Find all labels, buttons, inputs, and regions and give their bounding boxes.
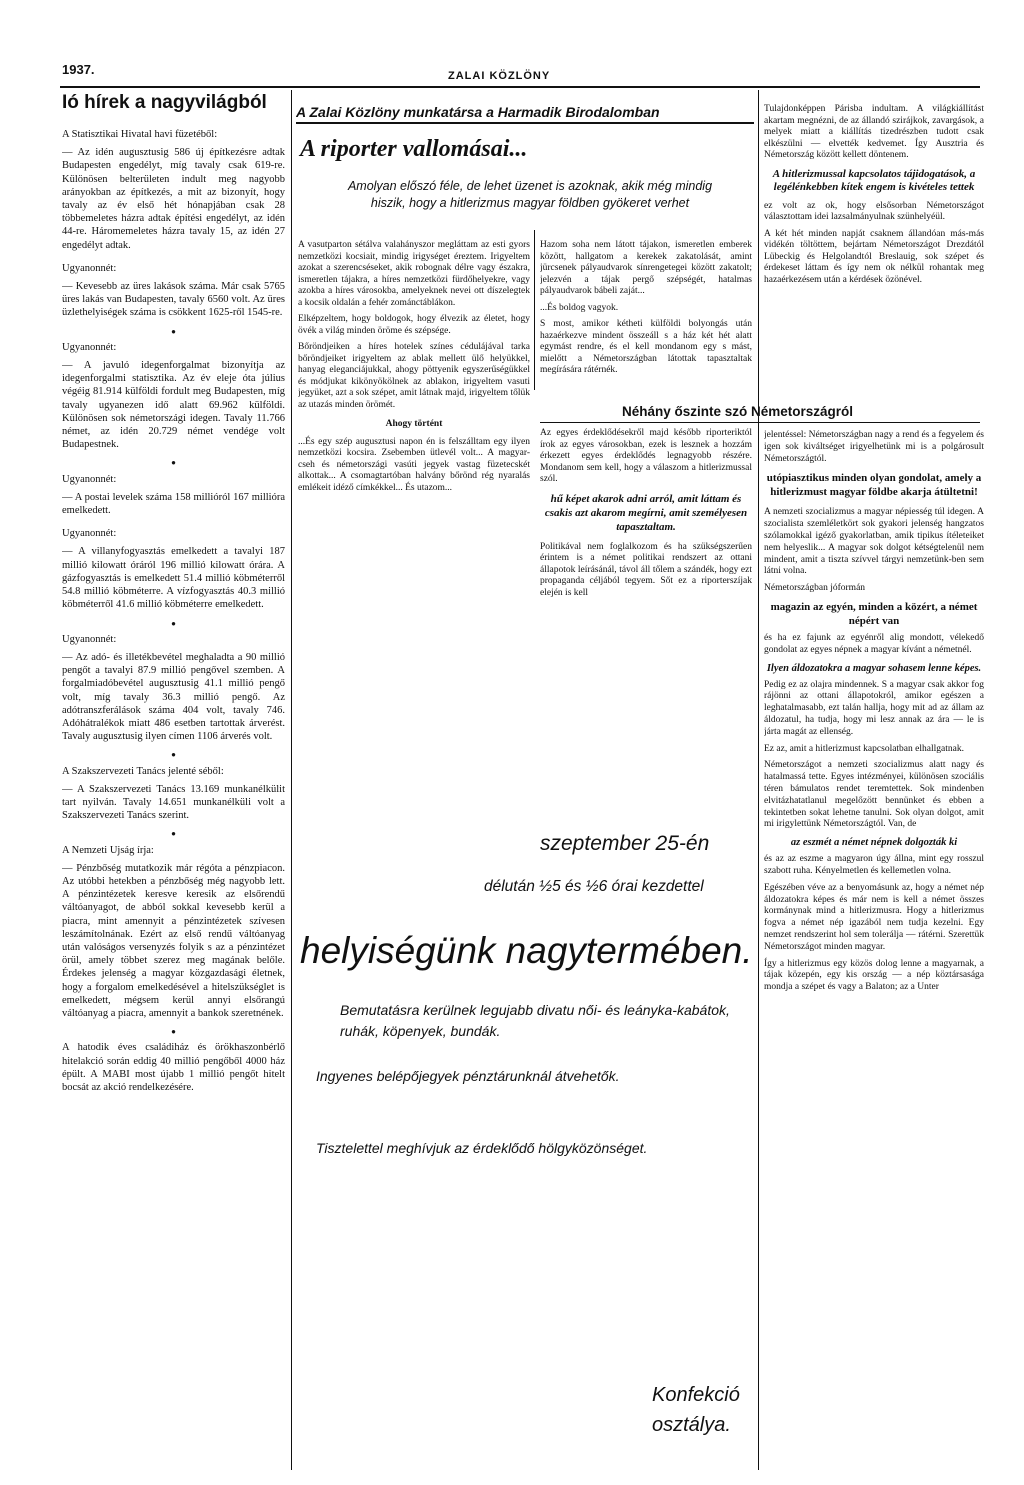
col5-para-6: Németországot a nemzeti szocializmus alatt nagy és hatalmassá tette. Egyes intézményei, különösen szociális téren bámulatos rendet teremtettek. Sok mindenben elvitázhatatlanul megelőzött bennünket és ebben a tekintetben sokat lehetne tanulni. Sok olyan dolgot, amit mi irigylettünk Németországtól. Van, de <box>764 760 984 830</box>
column1-title: Ió hírek a nagyvilágból <box>62 92 267 113</box>
col5-subhead-4: az eszmét a német népnek dolgozták ki <box>790 837 958 849</box>
article-subtitle: Amolyan előszó féle, de lehet üzenet is azoknak, akik még mindig hiszik, hogy a hitlerizmus magyar földben gyökeret verhet <box>347 179 713 210</box>
article-right-column <box>540 240 752 395</box>
col1-para-13: — A Szakszervezeti Tanács 13.169 munkanélkülit tart nyilván. Tavaly 14.651 munkanélküli volt a Szakszervezeti Tanács szerint. <box>62 783 285 822</box>
col5-para-4: Pedig ez az olajra mindennek. S a magyar csak akkor fog rájönni az ottani állapotokról, amikor egészen a leghatalmasabb, ezt talán hallja, hogy mit ad az állam az áldozatul, ha tudja, hogy mi lesz annak az ára — le is járta magát az ellenség. <box>764 679 984 737</box>
page-number: 1937. <box>62 62 95 77</box>
col3-subhead: A hitlerizmussal kapcsolatos tájidogatások, a legélénkebben kítek engem is kivételes tettek <box>772 167 976 193</box>
col1-para-9: — A villanyfogyasztás emelkedett a tavalyi 187 millió kilowatt óráról 196 millió kilowatt órára. A gázfogyasztás is emelkedett 51.4 millió köbméterről 54.8 millió köbméterre. A vízfogyasztás 40.3 millió köbméterről 41.6 millió köbméterre emelkedett. <box>62 546 285 611</box>
col1-para-14: A Nemzeti Ujság írja: <box>62 844 154 856</box>
ad-signature-1: Konfekció <box>652 1384 740 1406</box>
separator-dot: ● <box>171 458 176 468</box>
col5-subhead-3: Ilyen áldozatokra a magyar sohasem lenne képes. <box>766 662 982 674</box>
article-title: A riporter vallomásai... <box>300 136 528 162</box>
ad-invite: Tisztelettel meghívjuk az érdeklődő hölgyközönséget. <box>316 1140 648 1156</box>
article-right-para-2: S most, amikor kétheti külföldi bolyongás után hazaérkezve mindent összeáll s a ház két hét alatt egymást rendre, és el kell mondanom egy s mást, mielőtt a Németországban látottak tapasztaltak megírására rátérnék. <box>540 319 752 375</box>
ad-place: helyiségünk nagytermében. <box>300 930 753 971</box>
column3-body <box>764 104 984 404</box>
ad-description: Bemutatásra kerülnek legujabb divatu női- és leányka-kabátok, ruhák, köpenyek, bundák. <box>340 1002 730 1039</box>
separator-dot: ● <box>171 326 176 336</box>
section-italic-statement: hű képet akarok adni arról, amit láttam és csakis azt akarom megírni, amit személyesen tapasztaltam. <box>544 492 748 533</box>
article-left-column <box>298 240 530 720</box>
col5-para-3: és ha ez fajunk az egyénről alig mondott, vélekedő gondolat az egyes népnek a magyar kívánt a németnél. <box>764 632 984 655</box>
article-para-1: Elképzeltem, hogy boldogok, hogy élvezik az életet, hogy övék a világ minden öröme és szépsége. <box>298 314 530 336</box>
column5-body <box>764 430 984 1470</box>
column-rule-1 <box>291 90 292 1470</box>
ad-time: délután ½5 és ½6 órai kezdettel <box>484 878 704 895</box>
col5-para-2: Németországban jóformán <box>764 583 866 594</box>
separator-dot: ● <box>171 829 176 839</box>
separator-dot: ● <box>171 618 176 628</box>
article-para-2: Bőröndjeiken a híres hotelek színes cédulájával tarka bőröndjeiket irigyeltem az ablak mellett ülő helyükkel, hanyag eleganciájukkal, ahogy pöttyenik egyszerűségükkel és módjukat kikönyökölnek az ablakon, irigyeltem vasuti jegyüket, azt a sok szépet, amit látnak majd, irigyeltem tőlük az utazás minden örömét. <box>298 342 530 410</box>
column1-body <box>62 128 285 1468</box>
ad-date: szeptember 25-én <box>540 832 710 855</box>
section-para-0: Az egyes érdeklődésekről majd később riporteriktól írok az egyes városokban, ezek is lesznek a hozzám érkezett egyes érdeklődés legnagyobb részére. Mondanom sem kell, hogy a válaszom a hitlerizmussal szól. <box>540 428 752 484</box>
header-rule <box>60 86 980 88</box>
ad-signature-2: osztálya. <box>652 1414 731 1436</box>
separator-dot: ● <box>171 750 176 760</box>
col1-para-16: A hatodik éves családiház és örökhaszonbérlő hitelakció során eddig 40 millió pengőből 4000 ház épült. A MABI most újabb 1 millió pengőt hitelt bocsát az akció rendelkezésére. <box>62 1042 285 1093</box>
col5-para-8: Egészében véve az a benyomásunk az, hogy a német nép áldozatokra képes és már nem is kell a német összes kormánynak mind a hitlerizmusra. Hogy a hitlerizmus fogva a német nép igazából nem tudja kezelni. Egy nemzet rendszerint hol sem tolerálja — rátérni. Szerettük Németországot minden magyar. <box>764 882 984 952</box>
col3-para-0: Tulajdonképpen Párisba indultam. A világkiállítást akartam megnézni, de az állandó szirájkok, zavargások, a melyek miatt a kiállítás tizedrészben tudott csak elkészülni — elvették kedvemet. Így Ausztria és Németország között kellett döntenem. <box>764 104 984 160</box>
section-left-column <box>540 428 752 698</box>
article-right-para-1: ...És boldog vagyok. <box>540 302 619 313</box>
article-subhead: Ahogy történt <box>385 419 443 429</box>
paper-name: ZALAI KÖZLÖNY <box>448 70 551 82</box>
col1-para-6: Ugyanonnét: <box>62 473 117 485</box>
col5-para-9: Így a hitlerizmus egy közös dolog lenne a magyarnak, a tájak közepén, egy kis ország — a nép köztársasága mondja a szépet és vagy a Balaton; az a Unter <box>764 958 984 993</box>
col1-para-5: — A javuló idegenforgalmat bizonyítja az idegenforgalmi statisztika. Az év eleje óta július végéig 81.914 külföldi fordult meg Budapesten, míg tavaly ugyanezen idő alatt 69.962 külföldi. Különösen sok németországi idegen. Tavaly 11.766 német, az idén 20.729 német vendége volt Budapestnek. <box>62 360 285 451</box>
col1-para-0: A Statisztikai Hivatal havi füzetéből: <box>62 129 218 140</box>
article-banner: A Zalai Közlöny munkatársa a Harmadik Birodalomban <box>296 104 754 124</box>
col1-para-8: Ugyanonnét: <box>62 528 117 540</box>
col5-para-5: Ez az, amit a hitlerizmust kapcsolatban elhallgatnak. <box>764 743 964 754</box>
col5-subhead-2: magazin az egyén, minden a közért, a német népért van <box>770 600 978 627</box>
col1-para-12: A Szakszervezeti Tanács jelenté séből: <box>62 765 224 777</box>
section-para-1: Politikával nem foglalkozom és ha szükségszerűen érintem is a német politikai rendszert az ottani állapotok leírásánál, távol áll tőlem a szándék, hogy ezt propaganda céljából tegyem. Sőt ez a riporterszíjak elején is kell <box>540 541 752 598</box>
col5-subhead: utópiasztikus minden olyan gondolat, amely a hitlerizmust magyar földbe akarja átültetni! <box>766 472 982 499</box>
article-para-3: ...És egy szép augusztusi napon én is felszálltam egy ilyen nemzetközi kocsira. Zsebemben ütlevél volt... A magyar-cseh és németországi vasúti jegyek vastag füzetecskét alkottak... A csomagtartóban halvány bőrönd rég nyaralás emlékeit idéző címkékkel... És utazom... <box>298 436 530 493</box>
col1-para-2: Ugyanonnét: <box>62 262 117 274</box>
col1-para-3: — Kevesebb az üres lakások száma. Már csak 5765 üres lakás van Budapesten, tavaly 6560 volt. Az üres üzlethelyiségek száma is csökkent 1625-ről 1545-re. <box>62 281 285 319</box>
col3-para-2: A két hét minden napját csaknem állandóan más-más vidékén töltöttem, bejártam Németországot Drezdától Lübeckig és Helgolandtól Breslauig, sok szépet és érdekeset láttam és így nem ok nélkül rohantak meg hazaérkezésem után a kérdések özönével. <box>764 228 984 285</box>
col5-para-1: A nemzeti szocializmus a magyar népiesség túl idegen. A szocialista szemléletkört sok gyakori jelenség hangzatos szólamokkal igéző gyakorlatban, amik tipikus ítéleteiket nem helyeslik... A magyar sok dolgot kétségtelenül nem mindent, amit a tiszta szívvel tárgyi nemzetünk-ben sem látni volna. <box>764 507 984 577</box>
column-rule-2 <box>758 90 759 1470</box>
col3-para-1: ez volt az ok, hogy elsősorban Németországot választottam idei lazsalmányulnak szünhelyéül. <box>764 200 984 222</box>
col1-para-4: Ugyanonnét: <box>62 341 117 353</box>
col1-para-10: Ugyanonnét: <box>62 633 117 645</box>
ad-tickets: Ingyenes belépőjegyek pénztárunknál átvehetők. <box>316 1068 620 1084</box>
col1-para-11: — Az adó- és illetékbevétel meghaladta a 90 millió pengőt a tavalyi 87.9 millió pengővel szemben. A forgalmiadóbevétel augusztusig 41.1 millió pengő volt, míg tavaly 36.3 millió pengő. Az adótranszferálások száma 404 volt, tavaly 746. Adóhátralékok miatt 486 esetben tartottak árverést. Tavaly augusztusig ilyen címen 1106 árverés volt. <box>62 651 285 743</box>
section-title: Néhány őszinte szó Németországról <box>622 404 854 419</box>
col1-para-15: — Pénzbőség mutatkozik már régóta a pénzpiacon. Az utóbbi hetekben a pénzbőség még nagyobb lett. A pénzintézetek keresve keresik az elsőrendű váltóanyagot, de abból sokkal kevesebb kerül a piacra, mint amennyit a pénzintézetek szívesen leszámítolnának. Ezért az első rendű váltóanyag után valóságos versenyzés folyik s az a pénzintézet örül, amely többet szerez meg magának belőle. Érdekes jelenség a magyar közgazdasági életnek, hogy a forgalom emelkedésével a hitelszükséglet is emelkedett, mégsem kerül annyi elsőrangú váltóanyag a piacra, amennyit a bankok szeretnének. <box>62 862 285 1019</box>
article-para-0: A vasutparton sétálva valahányszor megláttam az esti gyors nemzetközi kocsiait, mindig irigységet éreztem. Irigyeltem azokat a szerencséseket, akik robognak délre vagy északra, ismeretlen tájakra, a híres nemzetközi fürdőhelyekre, vagy azokba a híres városokba, amelyeknek nevei ott díszelegtek a kocsik oldalán a fehér zománctáblákon. <box>298 240 530 308</box>
col5-para-7: és az az eszme a magyaron úgy állna, mint egy rosszul szabott ruha. Kényelmetlen és kellemetlen volna. <box>764 854 984 876</box>
col1-para-7: — A postai levelek száma 158 millióról 167 millióra emelkedett. <box>62 491 285 517</box>
separator-dot: ● <box>171 1027 176 1037</box>
article-right-para-0: Hazom soha nem látott tájakon, ismeretlen emberek között, hallgatom a kerekek zakatolását, amint jürcsenek pályaudvarok sínrengetegei között zakatolt; jelezvén a tájak pergő szépségét, hatalmas pályaudvarok bábeli zaját... <box>540 240 752 296</box>
column-rule-3 <box>534 230 535 390</box>
col1-para-1: — Az idén augusztusig 586 új építkezésre adtak Budapesten engedélyt, míg tavaly csak 619-re. Különösen belterületen indult meg nagyobb arányokban az építkezés, a mit az bizonyít, hogy tavaly az év első hét hónapjában csak 28 többemeletes házra adtak építési engedélyt, az idén 44-re. Háromemeletes házra tavaly 15, az idén 27 engedélyt adtak. <box>62 147 285 251</box>
section-rule <box>540 422 980 423</box>
col5-para-0: jelentéssel: Németországban nagy a rend és a fegyelem és igen sok kiváltséget irigyelhetünk mi is a polgárosult Németországtól. <box>764 430 984 464</box>
